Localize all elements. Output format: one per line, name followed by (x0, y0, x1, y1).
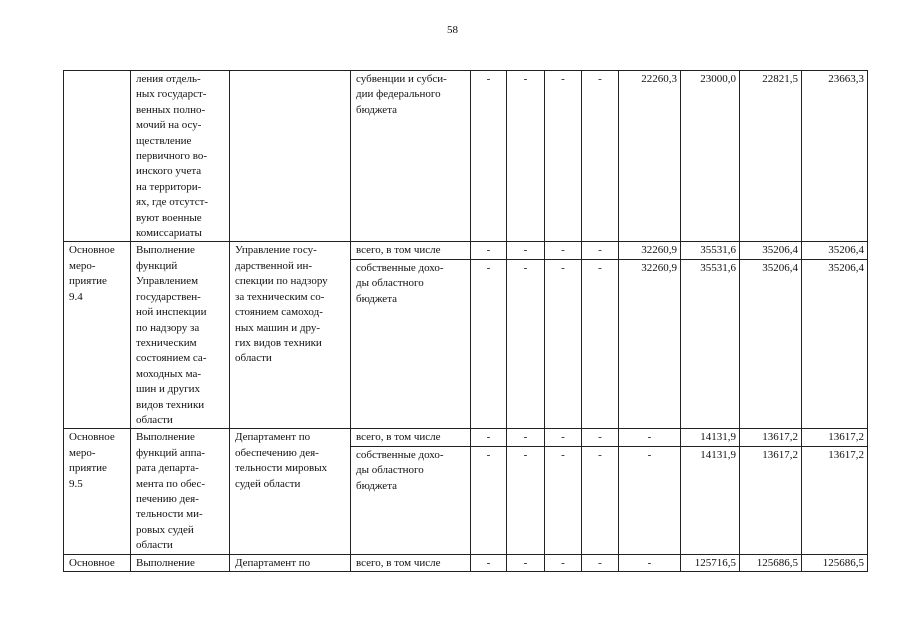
cell-value: 35206,4 (802, 259, 868, 428)
cell-value: 125686,5 (802, 554, 868, 571)
cell-event-name (64, 71, 131, 242)
cell-dash: - (507, 259, 545, 428)
cell-dash: - (471, 242, 507, 259)
cell-value: 13617,2 (802, 429, 868, 447)
cell-dash: - (545, 242, 582, 259)
cell-value: 125686,5 (740, 554, 802, 571)
cell-event-name: Основное (64, 554, 131, 571)
cell-dash: - (582, 429, 619, 447)
cell-executor: Управление госу- дарственной ин- спекции по надзору за техническим со- стоянием самоход- ных машин и дру- гих видов техники области (230, 242, 351, 429)
cell-value: 14131,9 (681, 446, 740, 554)
cell-value: 23663,3 (802, 71, 868, 242)
cell-dash: - (545, 429, 582, 447)
cell-dash: - (545, 71, 582, 242)
table-row (64, 554, 868, 571)
cell-event-description: Выполнение функций аппа- рата департа- мента по обес- печению дея- тельности ми- ровых судей области (131, 429, 230, 554)
cell-value: 35206,4 (740, 242, 802, 259)
cell-dash: - (507, 554, 545, 571)
cell-event-name: Основное меро- приятие 9.4 (64, 242, 131, 429)
cell-value: 13617,2 (802, 446, 868, 554)
cell-dash: - (507, 429, 545, 447)
cell-dash: - (582, 554, 619, 571)
cell-dash: - (471, 429, 507, 447)
cell-funding-source: собственные дохо- ды областного бюджета (351, 259, 471, 428)
table-row (64, 429, 868, 447)
cell-value: 13617,2 (740, 446, 802, 554)
cell-value: 23000,0 (681, 71, 740, 242)
cell-value: 125716,5 (681, 554, 740, 571)
cell-dash: - (507, 242, 545, 259)
cell-dash: - (471, 259, 507, 428)
cell-value: 13617,2 (740, 429, 802, 447)
cell-dash: - (582, 446, 619, 554)
cell-dash: - (507, 446, 545, 554)
cell-value: 32260,9 (619, 242, 681, 259)
cell-event-description: ления отдель- ных государст- венных полно- мочий на осу- ществление первичного во- инского учета на территори- ях, где отсутст- вуют военные комиссариаты (131, 71, 230, 242)
cell-executor (230, 71, 351, 242)
cell-value: 32260,9 (619, 259, 681, 428)
cell-dash: - (582, 242, 619, 259)
cell-dash: - (619, 446, 681, 554)
cell-funding-source: собственные дохо- ды областного бюджета (351, 446, 471, 554)
cell-dash: - (545, 446, 582, 554)
cell-executor: Департамент по обеспечению дея- тельности мировых судей области (230, 429, 351, 554)
cell-value: 22821,5 (740, 71, 802, 242)
cell-funding-source: всего, в том числе (351, 429, 471, 447)
cell-dash: - (545, 259, 582, 428)
cell-dash: - (471, 554, 507, 571)
page-number: 58 (447, 24, 458, 36)
cell-value: 35531,6 (681, 259, 740, 428)
cell-funding-source: всего, в том числе (351, 242, 471, 259)
cell-funding-source: субвенции и субси- дии федерального бюджета (351, 71, 471, 242)
cell-event-description: Выполнение (131, 554, 230, 571)
table-row (64, 71, 868, 242)
cell-dash: - (582, 259, 619, 428)
cell-dash: - (619, 429, 681, 447)
cell-funding-source: всего, в том числе (351, 554, 471, 571)
cell-dash: - (471, 446, 507, 554)
cell-executor: Департамент по (230, 554, 351, 571)
cell-value: 35206,4 (740, 259, 802, 428)
cell-dash: - (471, 71, 507, 242)
cell-dash: - (545, 554, 582, 571)
cell-event-name: Основное меро- приятие 9.5 (64, 429, 131, 554)
cell-dash: - (619, 554, 681, 571)
cell-dash: - (582, 71, 619, 242)
table-row (64, 242, 868, 259)
cell-value: 22260,3 (619, 71, 681, 242)
cell-value: 35531,6 (681, 242, 740, 259)
cell-event-description: Выполнение функций Управлением государствен- ной инспекции по надзору за техническим состоянием са- моходных ма- шин и других видов техники области (131, 242, 230, 429)
cell-value: 35206,4 (802, 242, 868, 259)
budget-table (63, 70, 868, 572)
cell-dash: - (507, 71, 545, 242)
cell-value: 14131,9 (681, 429, 740, 447)
